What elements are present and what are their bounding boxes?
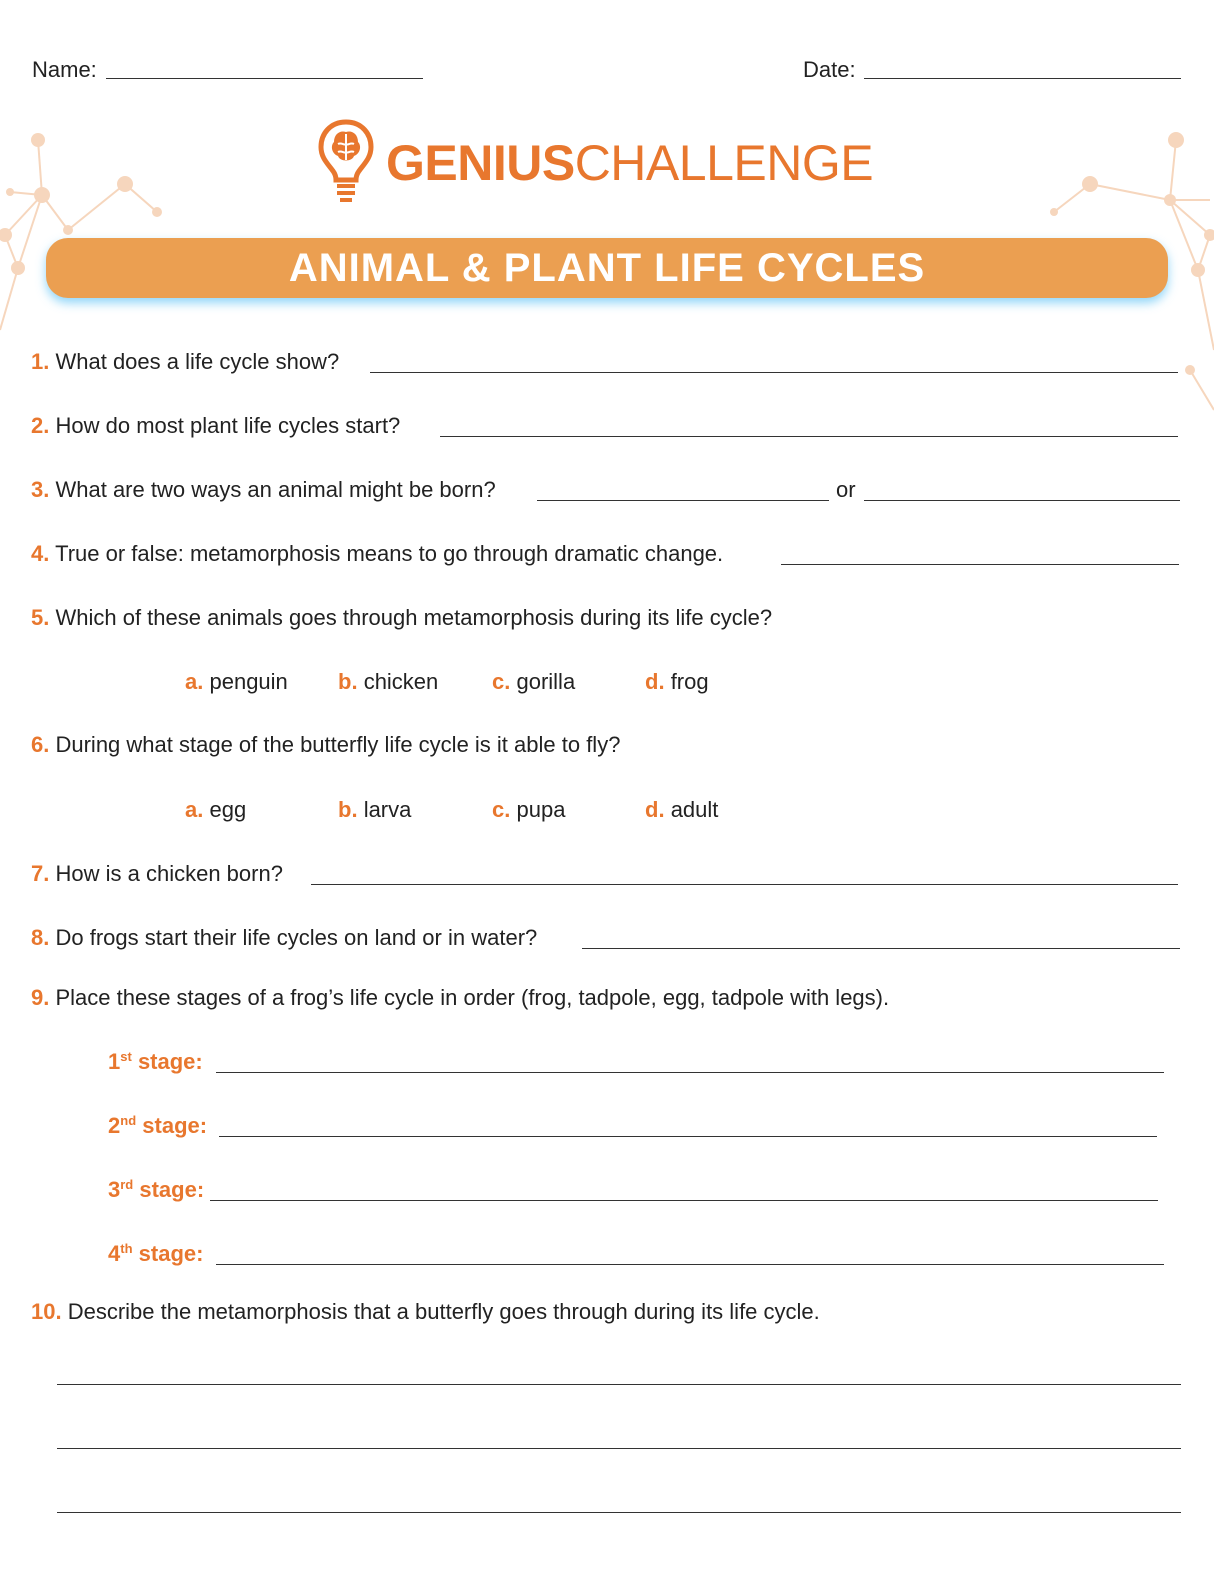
name-answer-line[interactable] xyxy=(106,78,423,79)
answer-line-q8[interactable] xyxy=(582,948,1180,949)
stage-1-label: 1st stage: xyxy=(108,1049,203,1074)
date-label: Date: xyxy=(803,57,856,82)
answer-line-q10-1[interactable] xyxy=(57,1384,1181,1385)
question-text: How do most plant life cycles start? xyxy=(55,413,401,438)
option-c[interactable]: c. gorilla xyxy=(492,669,576,694)
option-d[interactable]: d. adult xyxy=(645,797,719,822)
question-text: During what stage of the butterfly life cycle is it able to fly? xyxy=(55,732,621,757)
question-number: 8. xyxy=(31,925,50,950)
question-text: How is a chicken born? xyxy=(55,861,283,886)
question-text: True or false: metamorphosis means to go through dramatic change. xyxy=(55,541,724,566)
stage-4-label: 4th stage: xyxy=(108,1241,204,1266)
answer-line-q10-3[interactable] xyxy=(57,1512,1181,1513)
question-text: What are two ways an animal might be born? xyxy=(55,477,496,502)
question-number: 2. xyxy=(31,413,50,438)
question-10 xyxy=(31,1299,820,1325)
brand-bold: GENIUS xyxy=(386,135,575,191)
answer-line-stage-2[interactable] xyxy=(219,1136,1157,1137)
option-a[interactable]: a. penguin xyxy=(185,669,288,694)
answer-line-q3a[interactable] xyxy=(537,500,829,501)
question-number: 4. xyxy=(31,541,50,566)
answer-line-q2[interactable] xyxy=(440,436,1178,437)
question-number: 5. xyxy=(31,605,50,630)
question-text: Do frogs start their life cycles on land or in water? xyxy=(55,925,538,950)
question-number: 10. xyxy=(31,1299,62,1324)
question-text: What does a life cycle show? xyxy=(55,349,340,374)
stage-2-label: 2nd stage: xyxy=(108,1113,208,1138)
answer-line-q3b[interactable] xyxy=(864,500,1180,501)
answer-line-q1[interactable] xyxy=(370,372,1178,373)
question-4 xyxy=(31,541,723,567)
question-1 xyxy=(31,349,339,375)
question-2 xyxy=(31,413,400,439)
question-text: Which of these animals goes through metamorphosis during its life cycle? xyxy=(55,605,773,630)
brand-light: CHALLENGE xyxy=(574,135,874,191)
question-text: Place these stages of a frog’s life cycle in order (frog, tadpole, egg, tadpole with legs). xyxy=(55,985,890,1010)
question-number: 6. xyxy=(31,732,50,757)
option-c[interactable]: c. pupa xyxy=(492,797,566,822)
question-8 xyxy=(31,925,537,951)
question-3 xyxy=(31,477,496,503)
answer-line-stage-4[interactable] xyxy=(216,1264,1164,1265)
option-d[interactable]: d. frog xyxy=(645,669,709,694)
question-number: 7. xyxy=(31,861,50,886)
question-text: Describe the metamorphosis that a butterfly goes through during its life cycle. xyxy=(67,1299,820,1324)
question-number: 9. xyxy=(31,985,50,1010)
option-a[interactable]: a. egg xyxy=(185,797,247,822)
option-b[interactable]: b. chicken xyxy=(338,669,439,694)
answer-line-stage-1[interactable] xyxy=(216,1072,1164,1073)
answer-line-stage-3[interactable] xyxy=(210,1200,1158,1201)
date-answer-line[interactable] xyxy=(864,78,1181,79)
question-number: 1. xyxy=(31,349,50,374)
answer-line-q4[interactable] xyxy=(781,564,1179,565)
stage-3-label: 3rd stage: xyxy=(108,1177,205,1202)
name-label: Name: xyxy=(32,57,97,82)
question-7 xyxy=(31,861,283,887)
option-b[interactable]: b. larva xyxy=(338,797,412,822)
question-6 xyxy=(31,732,620,758)
or-connector: or xyxy=(836,477,856,502)
answer-line-q10-2[interactable] xyxy=(57,1448,1181,1449)
question-number: 3. xyxy=(31,477,50,502)
worksheet-title: ANIMAL & PLANT LIFE CYCLES xyxy=(46,238,1168,298)
question-5 xyxy=(31,605,772,631)
question-9 xyxy=(31,985,889,1011)
brand-logo-text xyxy=(386,135,873,191)
answer-line-q7[interactable] xyxy=(311,884,1178,885)
lightbulb-brain-icon xyxy=(318,118,374,204)
